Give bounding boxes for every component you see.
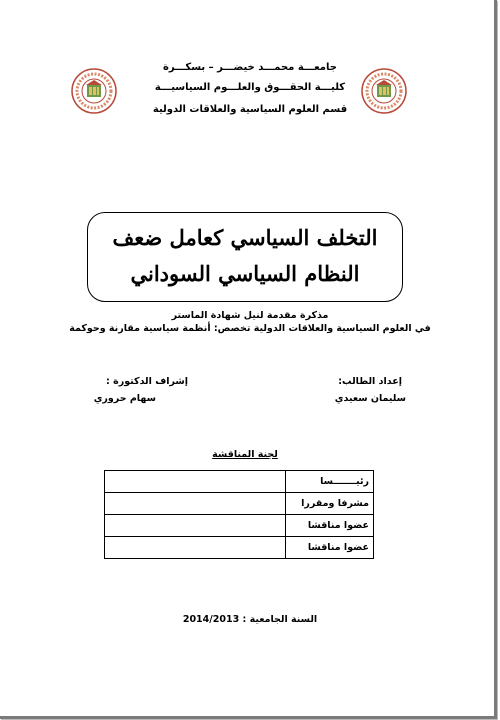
role-cell: عضوا مناقشا <box>286 515 374 537</box>
role-cell: رئيـــــــسا <box>286 471 374 493</box>
member-cell <box>105 537 286 559</box>
university-seal-left-icon <box>71 68 117 114</box>
table-row <box>105 515 374 537</box>
student-label: إعداد الطالب: <box>338 376 402 387</box>
university-name: جامعـــة محمـــد خيضـــر – بسكـــرة <box>163 62 337 73</box>
table-row <box>105 493 374 515</box>
committee-table <box>104 470 374 559</box>
thesis-title-box <box>87 212 403 302</box>
department-name: قسم العلوم السياسية والعلاقات الدولية <box>152 104 348 115</box>
table-row <box>105 537 374 559</box>
thesis-title-line2: النظام السياسي السوداني <box>130 261 360 286</box>
member-cell <box>105 515 286 537</box>
member-cell <box>105 471 286 493</box>
student-name: سليمان سعيدي <box>334 393 406 404</box>
table-row <box>105 471 374 493</box>
role-cell: مشرفا ومقررا <box>286 493 374 515</box>
faculty-name: كليـــة الحقـــوق والعلـــوم السياسيـــة <box>154 82 346 93</box>
committee-heading: لجنة المناقشة <box>212 449 278 460</box>
thesis-title-line1: التخلف السياسي كعامل ضعف <box>112 225 378 250</box>
academic-year: السنة الجامعية : 2014/2013 <box>182 614 318 625</box>
specialization-note: في العلوم السياسية والعلاقات الدولية تخصص: أنظمة سياسية مقارنة وحوكمة <box>69 323 431 334</box>
supervisor-name: سهام حروري <box>93 393 156 404</box>
member-cell <box>105 493 286 515</box>
degree-note: مذكرة مقدمة لنيل شهادة الماستر <box>171 310 329 321</box>
role-cell: عضوا مناقشا <box>286 537 374 559</box>
supervisor-label: إشراف الدكتورة : <box>106 376 188 387</box>
